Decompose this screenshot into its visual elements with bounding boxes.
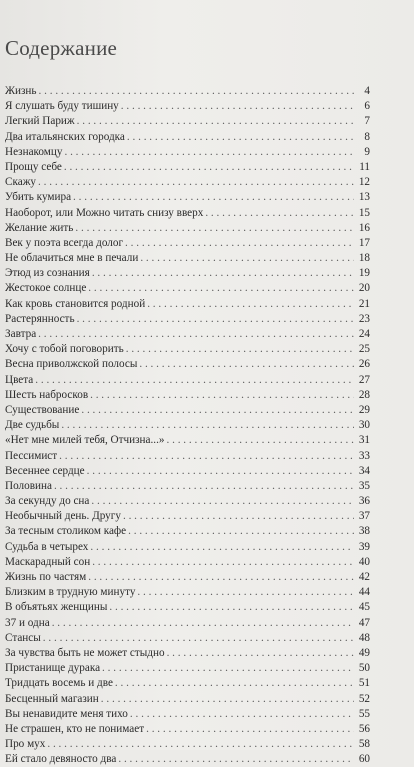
toc-entry-title: Пристанище дурака <box>5 662 101 675</box>
dot-leader <box>77 114 354 129</box>
toc-entry <box>5 145 370 160</box>
toc-entry-title: Жизнь <box>5 85 37 97</box>
toc-entry-title: Незнакомцу <box>5 145 63 158</box>
toc-entry-page-number: 6 <box>364 100 370 113</box>
dot-leader <box>139 357 354 372</box>
toc-entry-page-number: 19 <box>358 267 370 280</box>
toc-entry-title: Прощу себе <box>5 160 62 173</box>
toc-entry-title: За тесным столиком кафе <box>5 525 127 538</box>
toc-entry <box>5 646 370 661</box>
dot-leader <box>128 524 354 539</box>
dot-leader <box>167 646 354 661</box>
toc-entry-title: За секунду до сна <box>5 495 90 508</box>
toc-entry-page-number: 58 <box>358 738 370 751</box>
toc-entry <box>5 251 370 266</box>
toc-entry-title: За чувства быть не может стыдно <box>5 646 165 659</box>
toc-entry <box>5 130 370 145</box>
toc-entry-page-number: 48 <box>358 631 370 644</box>
toc-entry-page-number: 34 <box>358 464 370 477</box>
toc-entry <box>5 600 370 615</box>
table-of-contents <box>5 84 370 767</box>
toc-entry-title: Как кровь становится родной <box>5 297 146 310</box>
toc-entry-page-number: 49 <box>358 646 370 659</box>
toc-entry <box>5 373 370 388</box>
toc-entry <box>5 616 370 631</box>
toc-entry <box>5 99 370 114</box>
toc-entry-title: Растерянность <box>5 312 75 325</box>
toc-entry-title: Наоборот, или Можно читать снизу вверх <box>5 206 204 219</box>
toc-entry-title: Цвета <box>5 373 34 386</box>
toc-entry <box>5 190 370 205</box>
toc-entry-page-number: 25 <box>358 343 370 356</box>
dot-leader <box>130 707 354 722</box>
dot-leader <box>140 251 354 266</box>
dot-leader <box>64 160 354 175</box>
toc-entry <box>5 676 370 691</box>
dot-leader <box>118 752 354 767</box>
toc-entry-page-number: 44 <box>358 586 370 599</box>
toc-entry <box>5 418 370 433</box>
dot-leader <box>52 616 354 631</box>
toc-entry-title: 37 и одна <box>5 616 50 629</box>
dot-leader <box>126 342 354 357</box>
toc-entry-title: Бесценный магазин <box>5 692 99 705</box>
toc-entry <box>5 752 370 767</box>
toc-entry <box>5 509 370 524</box>
dot-leader <box>75 221 354 236</box>
toc-entry-title: Стансы <box>5 631 41 644</box>
toc-entry-title: Завтра <box>5 328 37 340</box>
dot-leader <box>92 266 354 281</box>
dot-leader <box>88 570 354 585</box>
dot-leader <box>101 692 354 707</box>
toc-entry-page-number: 13 <box>358 191 370 204</box>
toc-entry <box>5 403 370 418</box>
toc-entry <box>5 206 370 221</box>
dot-leader <box>39 84 354 99</box>
dot-leader <box>90 540 354 555</box>
toc-entry-page-number: 27 <box>358 373 370 386</box>
dot-leader <box>77 312 354 327</box>
dot-leader <box>43 631 354 646</box>
toc-entry-title: Два итальянских городка <box>5 130 125 143</box>
toc-entry <box>5 114 370 129</box>
toc-entry-title: Весна приволжской полосы <box>5 358 138 371</box>
toc-entry <box>5 357 370 372</box>
toc-entry-title: Жестокое солнце <box>5 282 87 295</box>
toc-entry-page-number: 4 <box>364 85 370 97</box>
toc-entry-page-number: 47 <box>358 616 370 629</box>
toc-entry-page-number: 35 <box>358 479 370 492</box>
toc-entry-page-number: 42 <box>358 571 370 583</box>
dot-leader <box>123 509 354 524</box>
toc-entry <box>5 266 370 281</box>
dot-leader <box>38 327 354 342</box>
toc-entry-title: Жизнь по частям <box>5 571 87 583</box>
dot-leader <box>147 297 354 312</box>
dot-leader <box>81 403 354 418</box>
toc-entry-page-number: 55 <box>358 707 370 720</box>
toc-entry-title: Две судьбы <box>5 419 60 432</box>
toc-entry-title: Необычный день. Другу <box>5 510 121 523</box>
toc-entry-page-number: 36 <box>358 495 370 508</box>
toc-entry-title: Желание жить <box>5 221 74 234</box>
toc-entry <box>5 388 370 403</box>
toc-entry <box>5 540 370 555</box>
toc-entry-title: Вы ненавидите меня тихо <box>5 707 128 720</box>
toc-entry <box>5 221 370 236</box>
toc-entry-title: «Нет мне милей тебя, Отчизна...» <box>5 434 165 447</box>
toc-entry-page-number: 7 <box>364 115 370 128</box>
dot-leader <box>92 555 354 570</box>
toc-entry-page-number: 12 <box>358 176 370 189</box>
toc-entry-page-number: 24 <box>358 328 370 340</box>
toc-entry <box>5 327 370 342</box>
toc-entry-title: Не страшен, кто не понимает <box>5 722 145 735</box>
toc-entry-page-number: 23 <box>358 312 370 325</box>
toc-entry-page-number: 17 <box>358 236 370 249</box>
toc-entry-title: Не облачиться мне в печали <box>5 252 139 265</box>
toc-entry-page-number: 21 <box>358 297 370 310</box>
toc-entry-page-number: 26 <box>358 358 370 371</box>
toc-entry-title: Хочу с тобой поговорить <box>5 343 124 356</box>
toc-entry <box>5 722 370 737</box>
dot-leader <box>167 433 355 448</box>
toc-entry-page-number: 52 <box>358 692 370 705</box>
dot-leader <box>109 600 354 615</box>
toc-entry <box>5 297 370 312</box>
dot-leader <box>91 494 354 509</box>
toc-entry-title: Весеннее сердце <box>5 464 85 477</box>
toc-entry-title: Маскарадный сон <box>5 555 91 568</box>
dot-leader <box>137 585 354 600</box>
toc-entry <box>5 585 370 600</box>
dot-leader <box>59 449 354 464</box>
toc-entry-page-number: 8 <box>364 130 370 143</box>
page-title: Содержание <box>5 36 118 60</box>
toc-entry-page-number: 45 <box>358 601 370 614</box>
toc-entry <box>5 433 370 448</box>
toc-entry-title: Шесть набросков <box>5 388 89 401</box>
toc-entry <box>5 692 370 707</box>
toc-entry-title: В объятьях женщины <box>5 601 108 614</box>
toc-entry-page-number: 29 <box>358 403 370 416</box>
toc-entry <box>5 236 370 251</box>
toc-entry-page-number: 18 <box>358 252 370 265</box>
toc-entry <box>5 160 370 175</box>
toc-entry <box>5 449 370 464</box>
toc-entry <box>5 524 370 539</box>
toc-entry-title: Близким в трудную минуту <box>5 586 136 599</box>
toc-entry-title: Век у поэта всегда долог <box>5 236 124 249</box>
toc-entry <box>5 494 370 509</box>
toc-entry <box>5 707 370 722</box>
dot-leader <box>73 190 354 205</box>
toc-entry-title: Скажу <box>5 176 37 189</box>
toc-entry-title: Пессимист <box>5 449 58 462</box>
toc-entry-page-number: 28 <box>358 388 370 401</box>
dot-leader <box>90 388 354 403</box>
toc-entry-page-number: 15 <box>358 206 370 219</box>
toc-entry <box>5 175 370 190</box>
toc-entry-page-number: 56 <box>358 722 370 735</box>
toc-entry <box>5 555 370 570</box>
toc-entry <box>5 661 370 676</box>
toc-entry-title: Половина <box>5 479 52 492</box>
toc-entry-page-number: 31 <box>358 434 370 447</box>
toc-entry-title: Про мух <box>5 738 46 751</box>
dot-leader <box>102 661 354 676</box>
toc-entry-page-number: 30 <box>358 419 370 432</box>
toc-entry-page-number: 50 <box>358 662 370 675</box>
toc-entry-page-number: 39 <box>358 540 370 553</box>
toc-entry-page-number: 9 <box>364 145 370 158</box>
toc-entry-title: Я слушать буду тишину <box>5 100 119 113</box>
toc-entry <box>5 342 370 357</box>
dot-leader <box>88 281 354 296</box>
dot-leader <box>127 130 354 145</box>
toc-entry-page-number: 40 <box>358 555 370 568</box>
toc-entry-title: Убить кумира <box>5 191 72 204</box>
toc-entry-page-number: 60 <box>358 753 370 766</box>
dot-leader <box>38 175 354 190</box>
toc-entry <box>5 479 370 494</box>
toc-entry-page-number: 11 <box>359 160 370 173</box>
toc-entry-title: Этюд из сознания <box>5 267 90 280</box>
dot-leader <box>61 418 354 433</box>
dot-leader <box>35 373 354 388</box>
dot-leader <box>64 145 354 160</box>
dot-leader <box>125 236 354 251</box>
toc-entry <box>5 312 370 327</box>
toc-entry <box>5 570 370 585</box>
toc-entry-title: Тридцать восемь и две <box>5 677 113 690</box>
toc-entry-page-number: 38 <box>358 525 370 538</box>
toc-entry <box>5 464 370 479</box>
dot-leader <box>54 479 354 494</box>
toc-entry-page-number: 16 <box>358 221 370 234</box>
dot-leader <box>121 99 354 114</box>
toc-entry-title: Судьба в четырех <box>5 540 89 553</box>
toc-entry <box>5 281 370 296</box>
dot-leader <box>115 676 354 691</box>
dot-leader <box>87 464 354 479</box>
toc-entry-page-number: 51 <box>358 677 370 690</box>
toc-entry-page-number: 37 <box>358 510 370 523</box>
toc-entry-title: Легкий Париж <box>5 115 75 128</box>
toc-entry-page-number: 33 <box>358 449 370 462</box>
toc-entry <box>5 631 370 646</box>
toc-entry-title: Ей стало девяносто два <box>5 753 117 766</box>
toc-entry-page-number: 20 <box>358 282 370 295</box>
toc-entry-title: Существование <box>5 403 80 416</box>
toc-entry <box>5 84 370 99</box>
dot-leader <box>205 206 354 221</box>
dot-leader <box>146 722 354 737</box>
